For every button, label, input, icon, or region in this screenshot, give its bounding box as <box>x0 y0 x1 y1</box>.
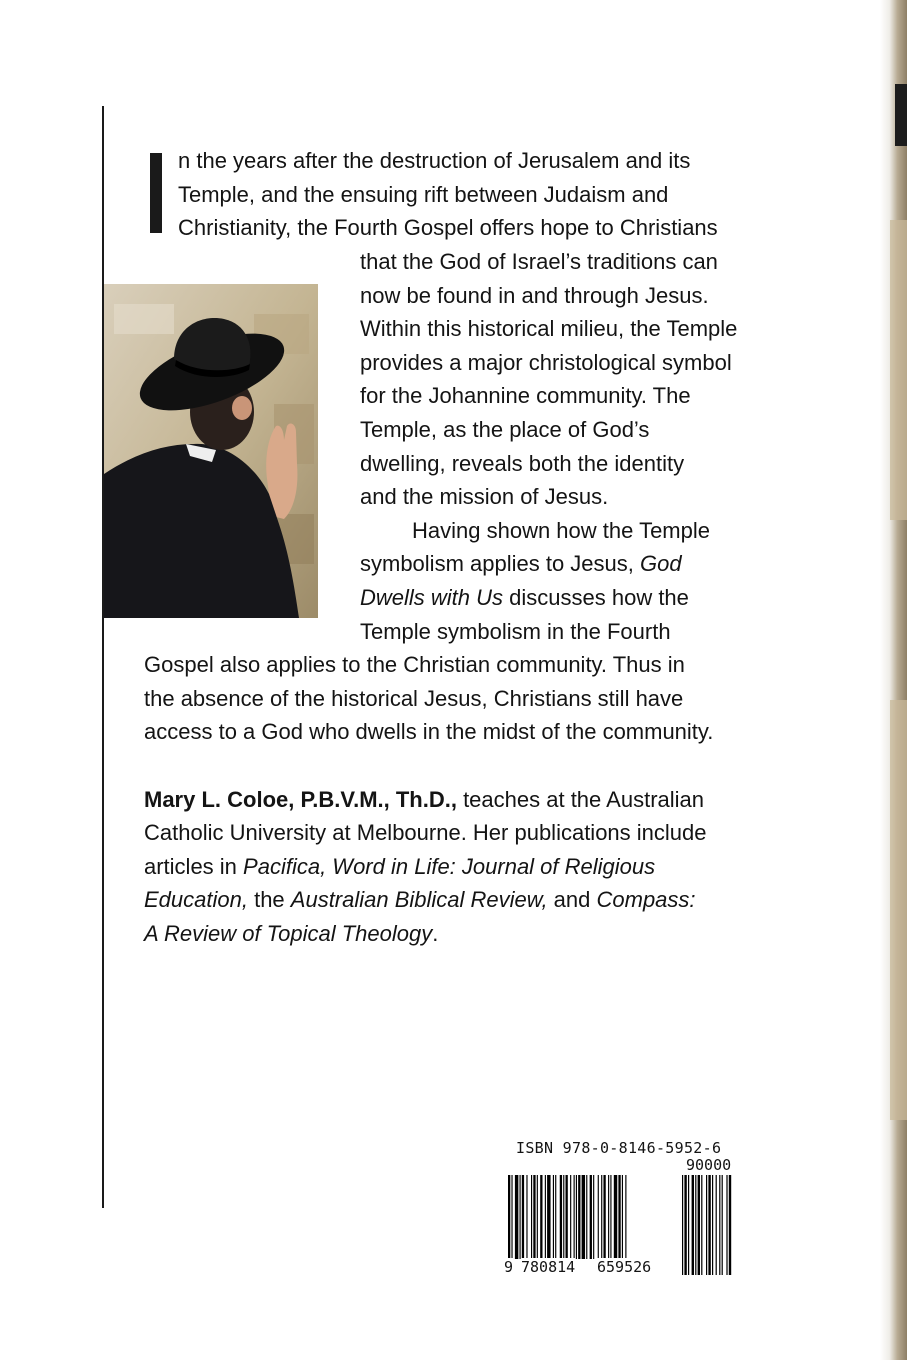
barcode-bar <box>603 1175 605 1259</box>
isbn-label: ISBN 978-0-8146-5952-6 <box>516 1139 722 1157</box>
book-title-italic: Dwells with Us <box>360 585 504 610</box>
blurb-line: provides a major christological symbol <box>360 350 732 375</box>
blurb-line: for the Johannine community. The <box>360 383 691 408</box>
spine-dark-block <box>895 84 907 146</box>
author-bio-line <box>144 885 696 915</box>
barcode-bar <box>540 1175 542 1259</box>
barcode-bar <box>586 1175 587 1259</box>
publication-title: Compass: <box>596 887 696 912</box>
publication-title: Pacifica, Word in Life: Journal of Religious <box>243 854 656 879</box>
publication-title: Australian Biblical Review, <box>290 887 548 912</box>
blurb-line <box>360 549 682 579</box>
blurb-line: Having shown how the Temple <box>412 518 710 543</box>
barcode-bar <box>563 1175 564 1259</box>
blurb-text: symbolism applies to Jesus, <box>360 551 640 576</box>
spine-stone-texture <box>890 700 907 1120</box>
barcode-bar <box>545 1175 546 1259</box>
barcode-digits-left: 780814 <box>521 1258 576 1276</box>
spine-stone-texture <box>890 220 907 520</box>
barcode-addon-bar <box>698 1175 700 1275</box>
bio-text: teaches at the Australian <box>456 787 705 812</box>
bio-text: articles in <box>144 854 244 879</box>
barcode-digit-first: 9 <box>504 1258 514 1276</box>
blurb-line <box>360 583 689 613</box>
blurb-line: Temple, as the place of God’s <box>360 417 650 442</box>
barcode-addon-bar <box>716 1175 717 1275</box>
barcode-bar <box>553 1175 554 1259</box>
blurb-line: Gospel also applies to the Christian community. Thus in <box>144 652 685 677</box>
barcode-addon-bar <box>682 1175 683 1275</box>
barcode-bar <box>522 1175 524 1259</box>
barcode-bar <box>610 1175 611 1259</box>
barcode-bar <box>531 1175 532 1259</box>
blurb-line: the absence of the historical Jesus, Christians still have <box>144 686 684 711</box>
drop-cap-i <box>150 153 162 233</box>
spine-edge <box>880 0 907 1360</box>
publication-title: A Review of Topical Theology <box>144 921 433 946</box>
barcode-addon-bar <box>726 1175 727 1275</box>
bio-text: . <box>432 921 439 946</box>
barcode-bar <box>533 1175 535 1259</box>
barcode-addon-bar <box>729 1175 731 1275</box>
bio-text: the <box>247 887 291 912</box>
author-bio-line: Catholic University at Melbourne. Her publications include <box>144 820 707 845</box>
barcode-addon-bar <box>695 1175 696 1275</box>
barcode-bar <box>537 1175 538 1259</box>
blurb-line: dwelling, reveals both the identity <box>360 451 685 476</box>
vertical-rule <box>102 106 104 1208</box>
barcode-addon-bar <box>684 1175 686 1275</box>
barcode-addon-bar <box>706 1175 707 1275</box>
barcode-addon-bar <box>719 1175 720 1275</box>
blurb-text: discusses how the <box>503 585 689 610</box>
bio-text: and <box>547 887 597 912</box>
barcode-bar <box>576 1175 577 1259</box>
book-title-italic: God <box>640 551 682 576</box>
blurb-line: Christianity, the Fourth Gospel offers hope to Christians <box>178 215 718 240</box>
barcode-addon-bar <box>722 1175 723 1275</box>
barcode-bar <box>515 1175 518 1259</box>
blurb-line: Within this historical milieu, the Temple <box>360 316 738 341</box>
cover-photo-praying-man <box>104 284 318 618</box>
blurb-line: now be found in and through Jesus. <box>360 283 709 308</box>
barcode-addon-bar <box>688 1175 689 1275</box>
barcode-bar <box>601 1175 602 1259</box>
barcode-bar <box>590 1175 592 1259</box>
author-bio-line <box>144 919 438 949</box>
blurb-line: and the mission of Jesus. <box>360 484 609 509</box>
barcode-bar <box>526 1175 527 1259</box>
praying-man-at-wall-photo-icon <box>104 284 318 618</box>
barcode-bar <box>598 1175 599 1259</box>
barcode-bar <box>566 1175 568 1259</box>
barcode-bar <box>520 1175 521 1259</box>
barcode-digits-right: 659526 <box>597 1258 652 1276</box>
barcode-bar <box>582 1175 585 1259</box>
barcode-bar <box>614 1175 617 1259</box>
barcode-addon-bar <box>692 1175 694 1275</box>
blurb-line: Temple symbolism in the Fourth <box>360 619 671 644</box>
barcode-addon-digits: 90000 <box>686 1156 732 1174</box>
blurb-line: access to a God who dwells in the midst of the community. <box>144 719 714 744</box>
barcode-bar <box>547 1175 550 1259</box>
barcode-addon-bar <box>712 1175 713 1275</box>
author-name: Mary L. Coloe, P.B.V.M., Th.D., <box>144 787 457 812</box>
barcode-bar <box>578 1175 580 1259</box>
author-bio-line <box>144 852 655 882</box>
barcode-addon-bar <box>701 1175 702 1275</box>
barcode-bar <box>608 1175 609 1259</box>
barcode-bar <box>560 1175 562 1259</box>
barcode-bar <box>618 1175 620 1259</box>
barcode-bar <box>593 1175 594 1259</box>
author-bio-line <box>144 785 704 815</box>
blurb-line: that the God of Israel’s traditions can <box>360 249 718 274</box>
blurb-line: n the years after the destruction of Jerusalem and its <box>178 148 691 173</box>
barcode-bar <box>555 1175 556 1259</box>
barcode-bar <box>622 1175 623 1259</box>
blurb-line: Temple, and the ensuing rift between Judaism and <box>178 182 669 207</box>
barcode-addon-bar <box>708 1175 710 1275</box>
publication-title: Education, <box>144 887 248 912</box>
